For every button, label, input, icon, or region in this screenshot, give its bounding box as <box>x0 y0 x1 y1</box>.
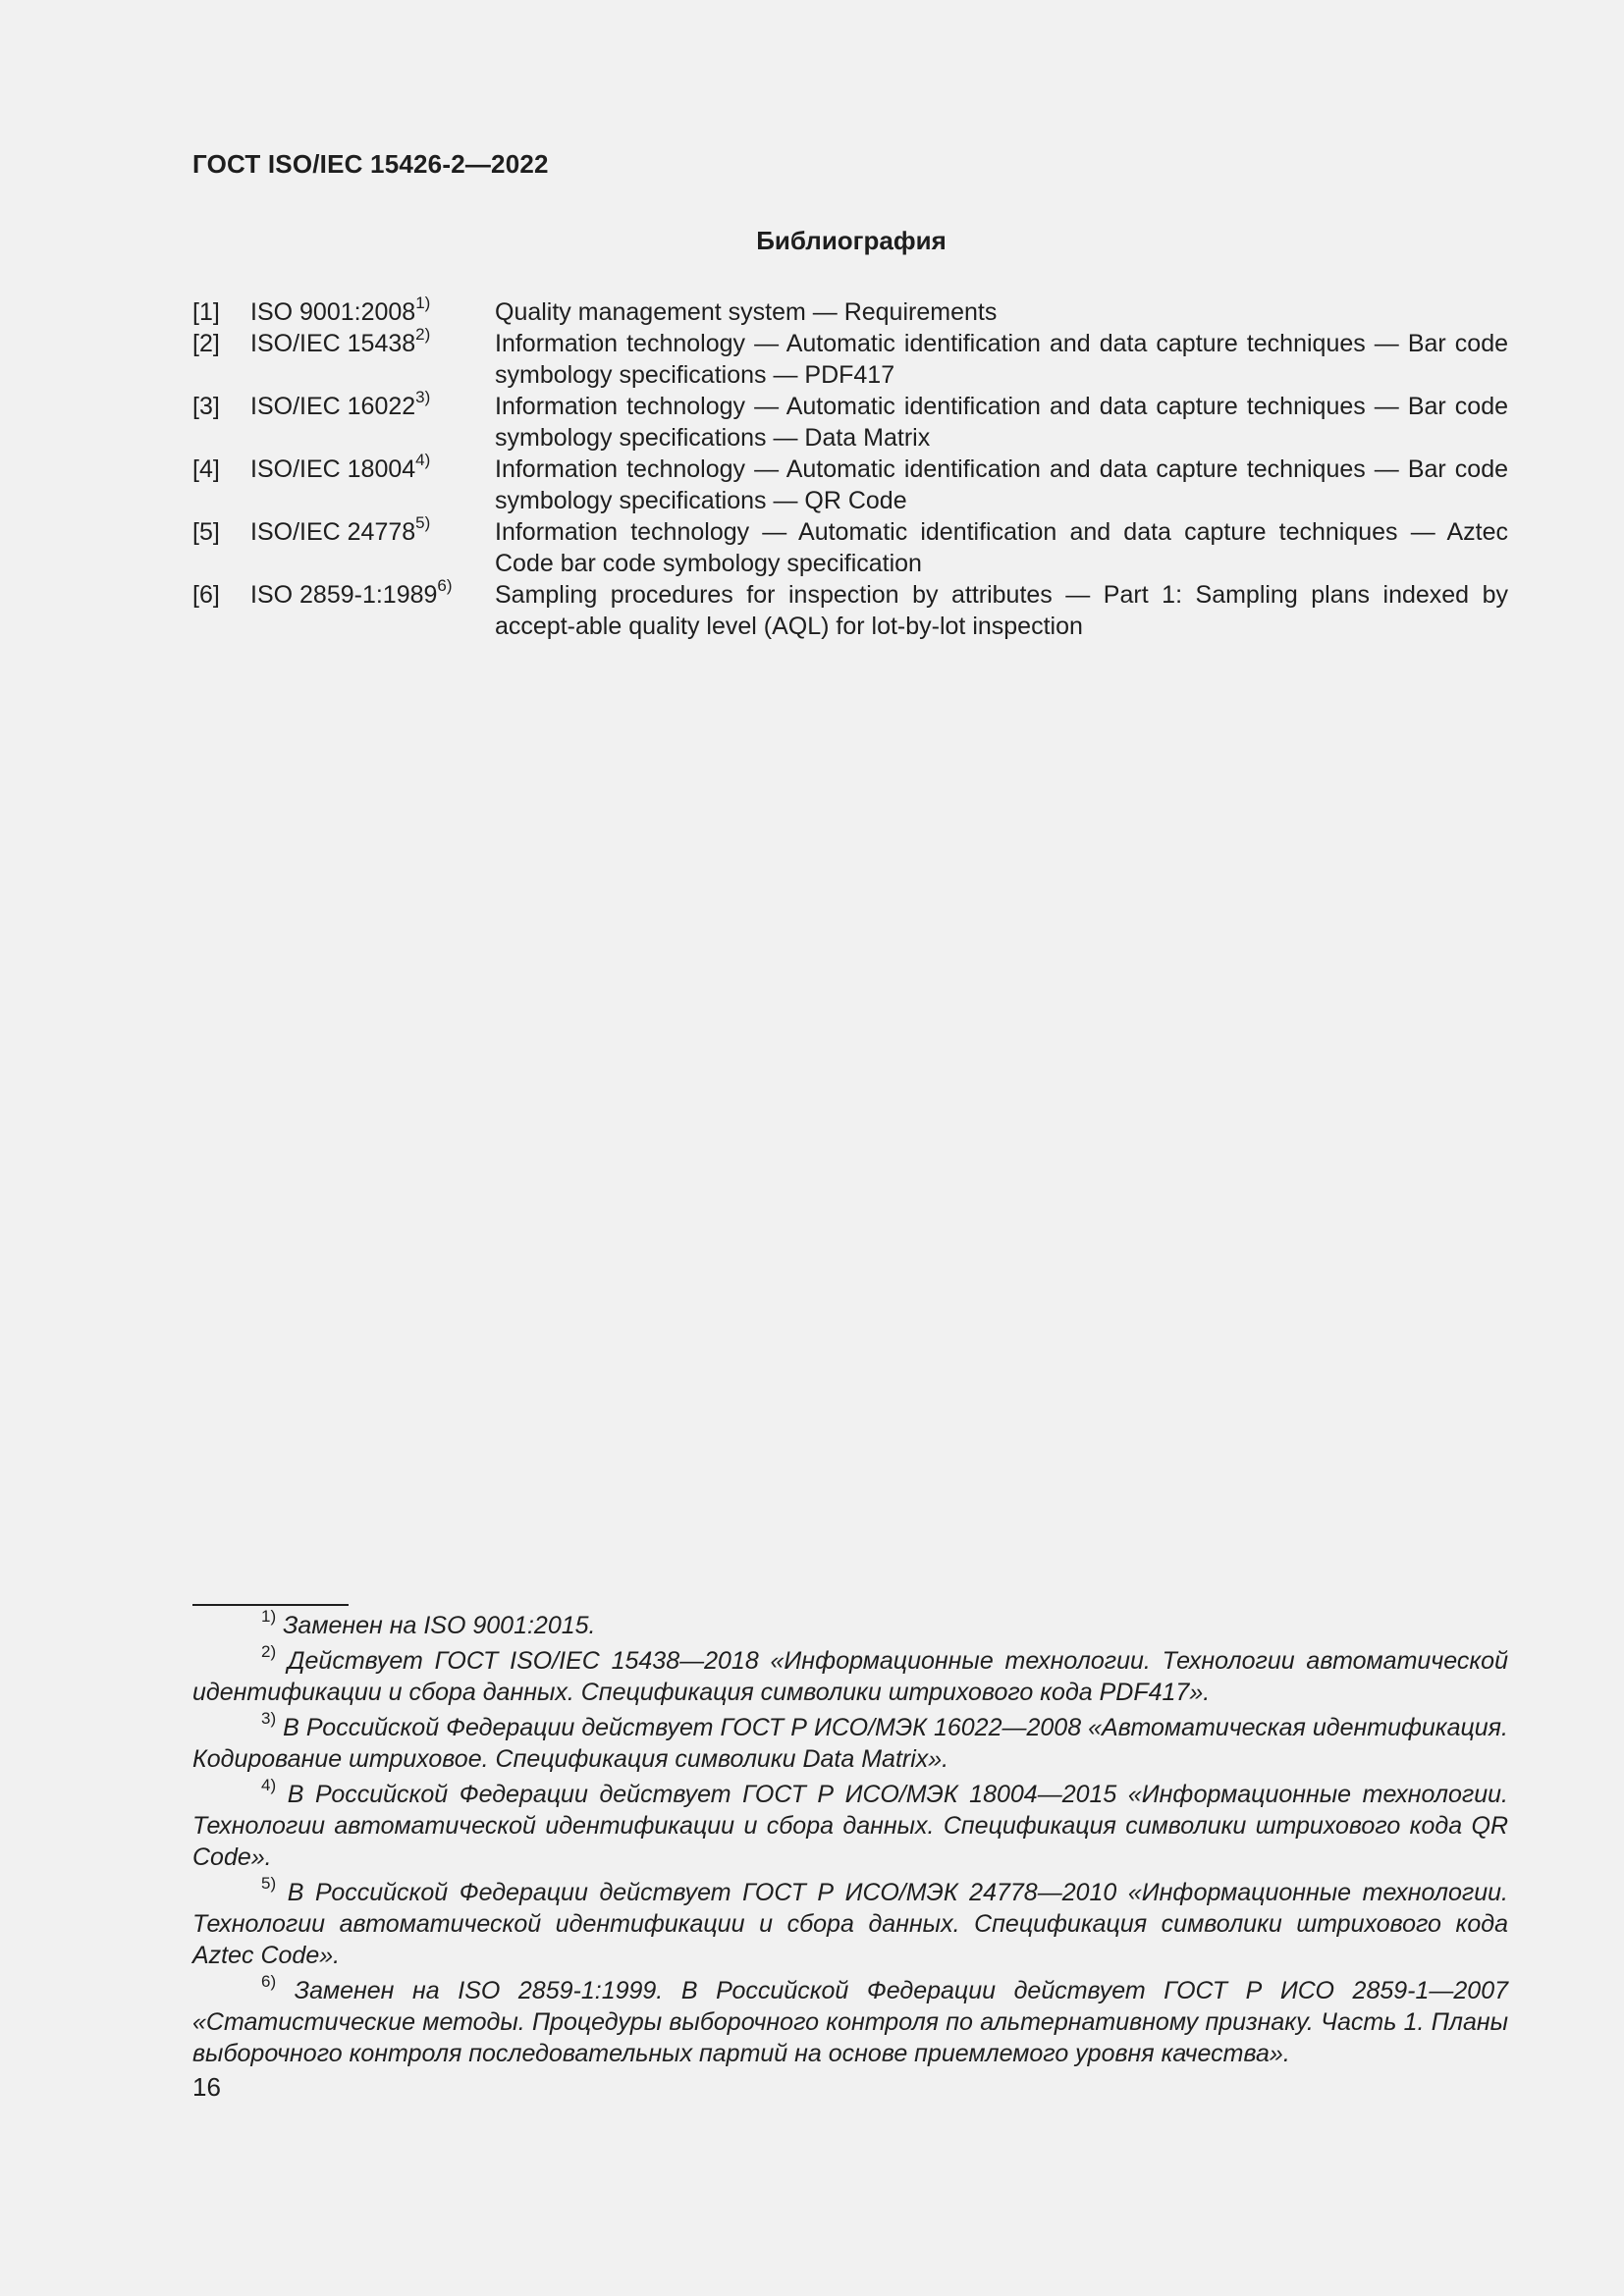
footnote-separator <box>192 1604 349 1606</box>
entry-title: Information technology — Automatic identification and data capture techniques — Bar code symbology specifications — PDF417 <box>495 330 1508 389</box>
bibliography-title: Библиография <box>756 226 947 255</box>
entry-title: Sampling procedures for inspection by attributes — Part 1: Sampling plans indexed by accept-able quality level (AQL) for lot-by-lot inspection <box>495 581 1508 640</box>
footnote-ref: 2) <box>415 324 431 344</box>
footnote-ref: 3) <box>415 387 431 406</box>
footnote-marker: 3) <box>261 1708 277 1728</box>
footnote-text: В Российской Федерации действует ГОСТ Р ИСО/МЭК 16022—2008 «Автоматическая идентификация. Кодирование штриховое. Спецификация символики Data Matrix». <box>192 1714 1508 1773</box>
entry-code-text: ISO/IEC 24778 <box>250 518 416 546</box>
footnote-ref: 1) <box>415 293 431 312</box>
bibliography-entry <box>192 450 1508 516</box>
bibliography-entry <box>192 512 1508 579</box>
footnote-marker: 2) <box>261 1641 277 1661</box>
entry-standard-code <box>250 387 495 454</box>
bibliography-entry <box>192 324 1508 391</box>
footnote-marker: 6) <box>261 1971 277 1991</box>
footnote-ref: 6) <box>437 575 453 595</box>
entry-standard-code <box>250 450 495 516</box>
footnote <box>192 1873 1508 1971</box>
entry-number: [2] <box>192 330 220 357</box>
entry-number: [3] <box>192 393 220 420</box>
footnote <box>192 1641 1508 1708</box>
footnote <box>192 1606 1508 1641</box>
entry-title: Information technology — Automatic identification and data capture techniques — Aztec Code bar code symbology specification <box>495 518 1508 577</box>
entry-number: [5] <box>192 518 220 546</box>
entry-number: [6] <box>192 581 220 609</box>
entry-code-text: ISO/IEC 16022 <box>250 393 416 420</box>
footnote <box>192 1775 1508 1873</box>
footnote-text: Заменен на ISO 2859-1:1999. В Российской Федерации действует ГОСТ Р ИСО 2859-1—2007 «Статистические методы. Процедуры выборочного контроля по альтернативному признаку. Часть 1. Планы выборочного контроля последовательных партий на основе приемлемого уровня качества». <box>192 1977 1508 2067</box>
footnote-text: Заменен на ISO 9001:2015. <box>283 1612 596 1639</box>
entry-code-text: ISO 9001:2008 <box>250 298 416 326</box>
entry-title: Information technology — Automatic identification and data capture techniques — Bar code symbology specifications — Data Matrix <box>495 393 1508 452</box>
document-header: ГОСТ ISO/IEC 15426-2—2022 <box>192 149 549 179</box>
footnote-marker: 1) <box>261 1606 277 1626</box>
entry-code-text: ISO/IEC 18004 <box>250 455 416 483</box>
bibliography-list <box>192 293 1508 642</box>
entry-standard-code <box>250 512 495 579</box>
bibliography-entry <box>192 575 1508 642</box>
page-number: 16 <box>192 2072 221 2102</box>
footnote-text: Действует ГОСТ ISO/IEC 15438—2018 «Информационные технологии. Технологии автоматической идентификации и сбора данных. Спецификация символики штрихового кода PDF417». <box>192 1647 1508 1706</box>
footnotes <box>192 1606 1508 2073</box>
entry-title: Quality management system — Requirements <box>495 298 998 326</box>
entry-code-text: ISO 2859-1:1989 <box>250 581 438 609</box>
entry-standard-code <box>250 324 495 391</box>
footnote-marker: 5) <box>261 1873 277 1893</box>
bibliography-entry <box>192 387 1508 454</box>
bibliography-entry <box>192 293 1508 328</box>
footnote-ref: 4) <box>415 450 431 469</box>
footnote <box>192 1971 1508 2069</box>
footnote-text: В Российской Федерации действует ГОСТ Р ИСО/МЭК 18004—2015 «Информационные технологии. Технологии автоматической идентификации и сбора данных. Спецификация символики штрихового кода QR Code». <box>192 1781 1508 1871</box>
entry-number: [4] <box>192 455 220 483</box>
entry-standard-code <box>250 293 495 328</box>
footnote-ref: 5) <box>415 512 431 532</box>
entry-title: Information technology — Automatic identification and data capture techniques — Bar code symbology specifications — QR Code <box>495 455 1508 514</box>
entry-number: [1] <box>192 298 220 326</box>
footnote <box>192 1708 1508 1775</box>
footnote-marker: 4) <box>261 1775 277 1794</box>
footnote-text: В Российской Федерации действует ГОСТ Р ИСО/МЭК 24778—2010 «Информационные технологии. Технологии автоматической идентификации и сбора данных. Спецификация символики штрихового кода Aztec Code». <box>192 1879 1508 1969</box>
entry-code-text: ISO/IEC 15438 <box>250 330 416 357</box>
entry-standard-code <box>250 575 495 642</box>
